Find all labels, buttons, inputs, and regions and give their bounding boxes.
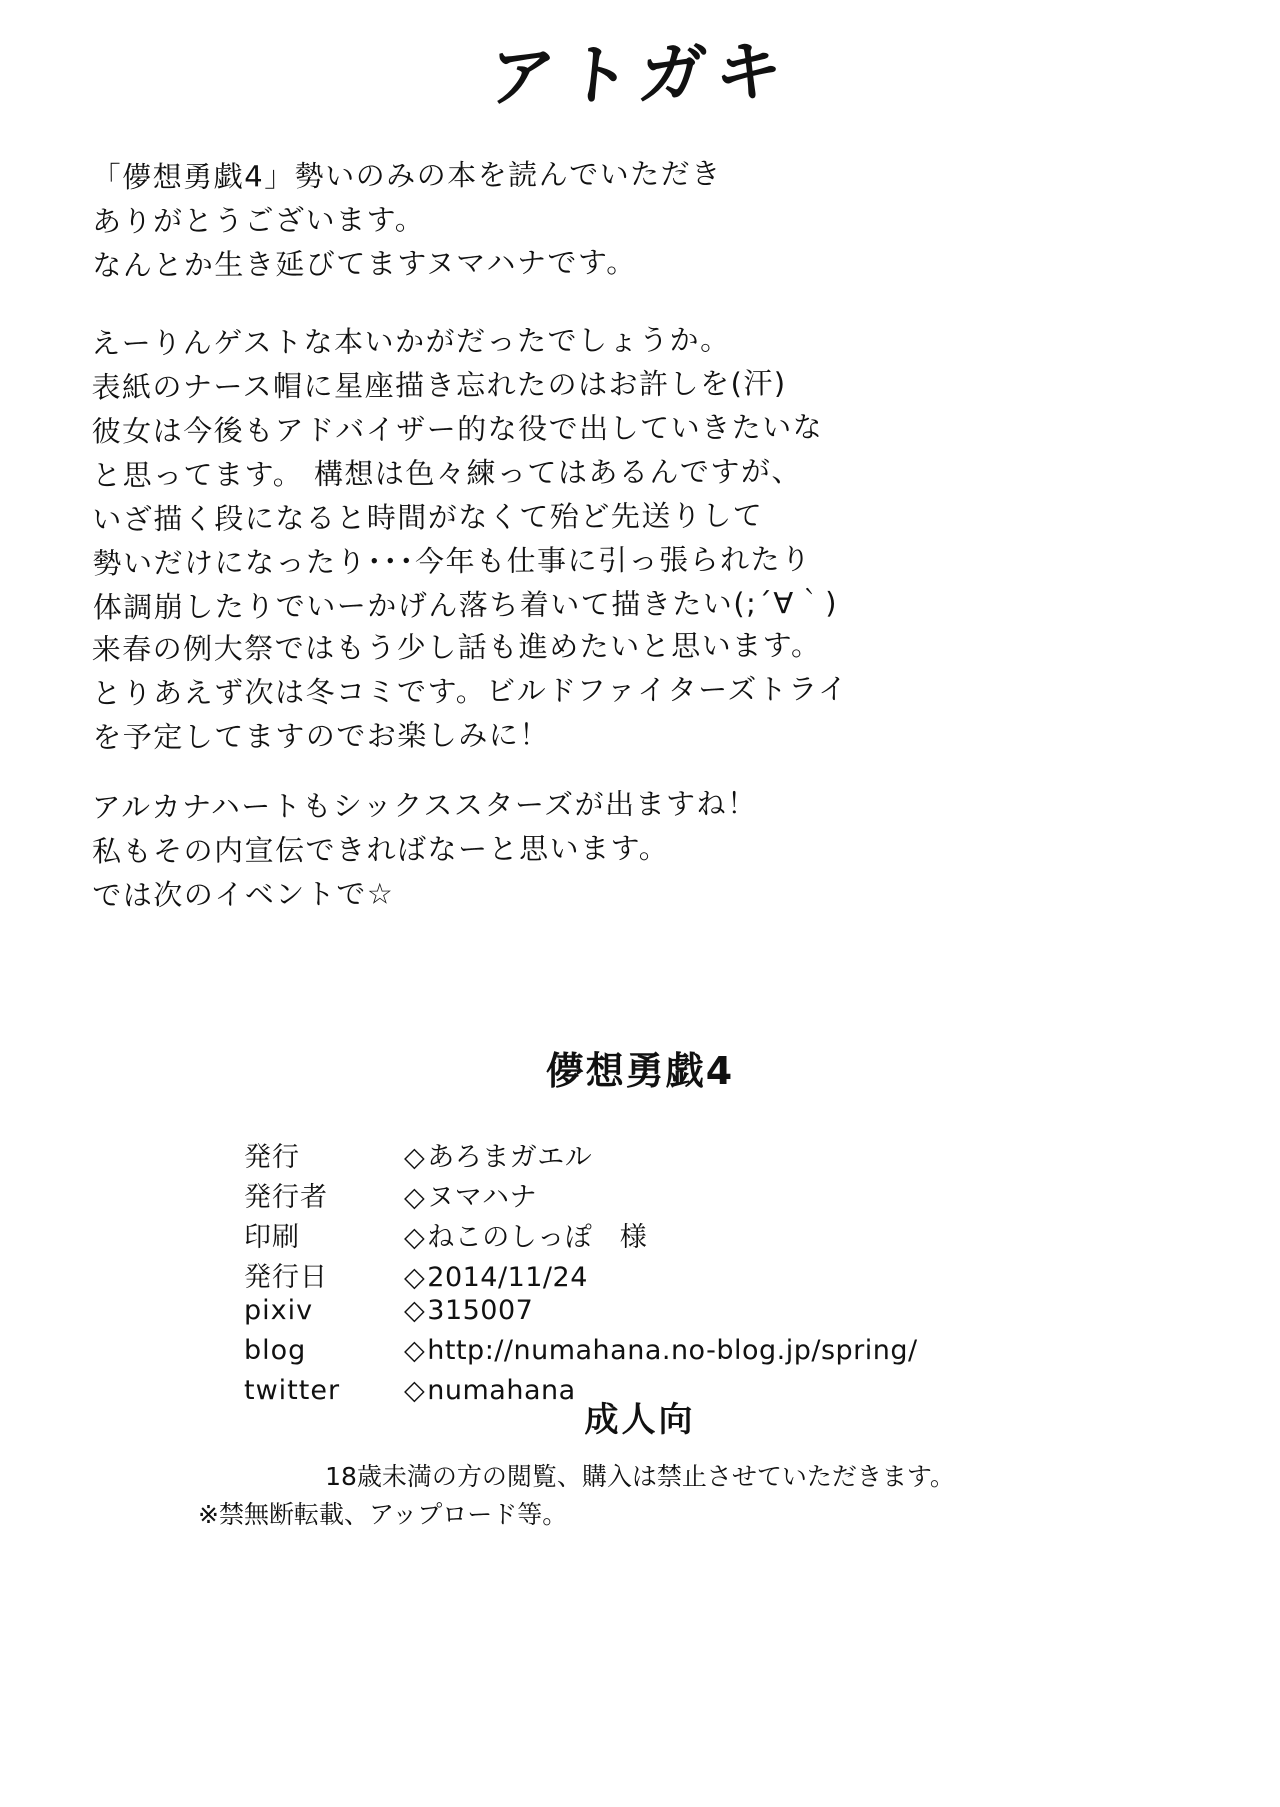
diamond-icon: ◇ [404,1262,426,1293]
afterword-heading: アトガキ [484,32,796,117]
afterword-paragraph-3 [92,621,1203,760]
afterword-line: と思ってます。 構想は色々練ってはあるんですが、 [91,454,803,493]
legal-notice [0,1458,1280,1534]
colophon-value [404,1335,918,1366]
colophon-value-text: 315007 [427,1295,534,1326]
afterword-line: 「儚想勇戯4」勢いのみの本を読んでいただき [91,156,722,195]
colophon-label: 発行者 [244,1182,328,1213]
colophon-row [244,1215,1044,1255]
colophon-row [244,1335,1044,1375]
afterword-line: 彼女は今後もアドバイザー的な役で出していきたいな [91,409,824,449]
afterword-line: アルカナハートもシックススターズが出ますね！ [91,786,758,825]
colophon-value-text: ヌマハナ [427,1182,537,1213]
colophon-value-text: numahana [427,1375,576,1406]
afterword-line: 表紙のナース帽に星座描き忘れたのはお許しを(汗) [91,366,787,405]
colophon-row [244,1295,1044,1335]
colophon-value [404,1262,588,1293]
colophon-label: 発行日 [244,1262,328,1293]
colophon-value-text: ねこのしっぽ 様 [427,1222,648,1253]
afterword-line: えーりんゲストな本いかがだったでしょうか。 [91,322,731,361]
afterword-line: を予定してますのでお楽しみに！ [92,717,550,755]
colophon-row [244,1175,1044,1215]
colophon-label: twitter [244,1375,341,1406]
colophon-value-text: 2014/11/24 [427,1262,588,1293]
colophon-value-text: http://numahana.no-blog.jp/spring/ [427,1335,918,1366]
colophon-label: 発行 [244,1142,300,1173]
diamond-icon: ◇ [404,1375,426,1406]
afterword-line: 私もその内宣伝できればなーと思います。 [91,830,670,869]
colophon-label: 印刷 [244,1222,300,1253]
afterword-paragraph-1 [92,149,1203,288]
afterword-line: では次のイベントで☆ [92,876,395,913]
afterword-line: 来春の例大祭ではもう少し話も進めたいと思います。 [91,627,822,667]
afterword-line: とりあえず次は冬コミです。ビルドファイターズトライ [91,671,849,711]
colophon-value-text: あろまガエル [427,1142,593,1173]
colophon-value [404,1175,537,1214]
adults-only-mark: 成人向 [584,1400,696,1440]
colophon-title: 儚想勇戯4 [545,1049,735,1093]
afterword-line: 勢いだけになったり･･･今年も仕事に引っ張られたり [92,541,812,581]
colophon-value [404,1295,533,1326]
afterword-line: いざ描く段になると時間がなくて殆ど先送りして [92,498,764,537]
afterword-paragraph-2 [91,315,1203,630]
diamond-icon: ◇ [404,1182,426,1213]
legal-notice-line: ※禁無断転載、アップロード等。 [198,1500,568,1529]
colophon-label: pixiv [244,1295,314,1326]
diamond-icon: ◇ [404,1335,426,1366]
afterword-line: なんとか生き延びてますヌマハナです。 [92,245,637,283]
colophon-row [244,1255,1044,1295]
afterword-paragraph-4 [92,779,1203,918]
diamond-icon: ◇ [404,1222,426,1253]
colophon-label: blog [244,1335,307,1366]
colophon-row [244,1135,1044,1175]
diamond-icon: ◇ [404,1295,426,1326]
afterword-line: ありがとうございます。 [91,202,426,239]
legal-notice-line: 18歳未満の方の閲覧、購入は禁止させていただきます。 [325,1462,955,1491]
colophon-value [404,1135,592,1174]
diamond-icon: ◇ [404,1142,426,1173]
afterword-line: 体調崩したりでいーかげん落ち着いて描きたい(;´∀｀) [92,585,839,625]
colophon-value [404,1215,647,1254]
colophon-table [244,1135,1044,1415]
